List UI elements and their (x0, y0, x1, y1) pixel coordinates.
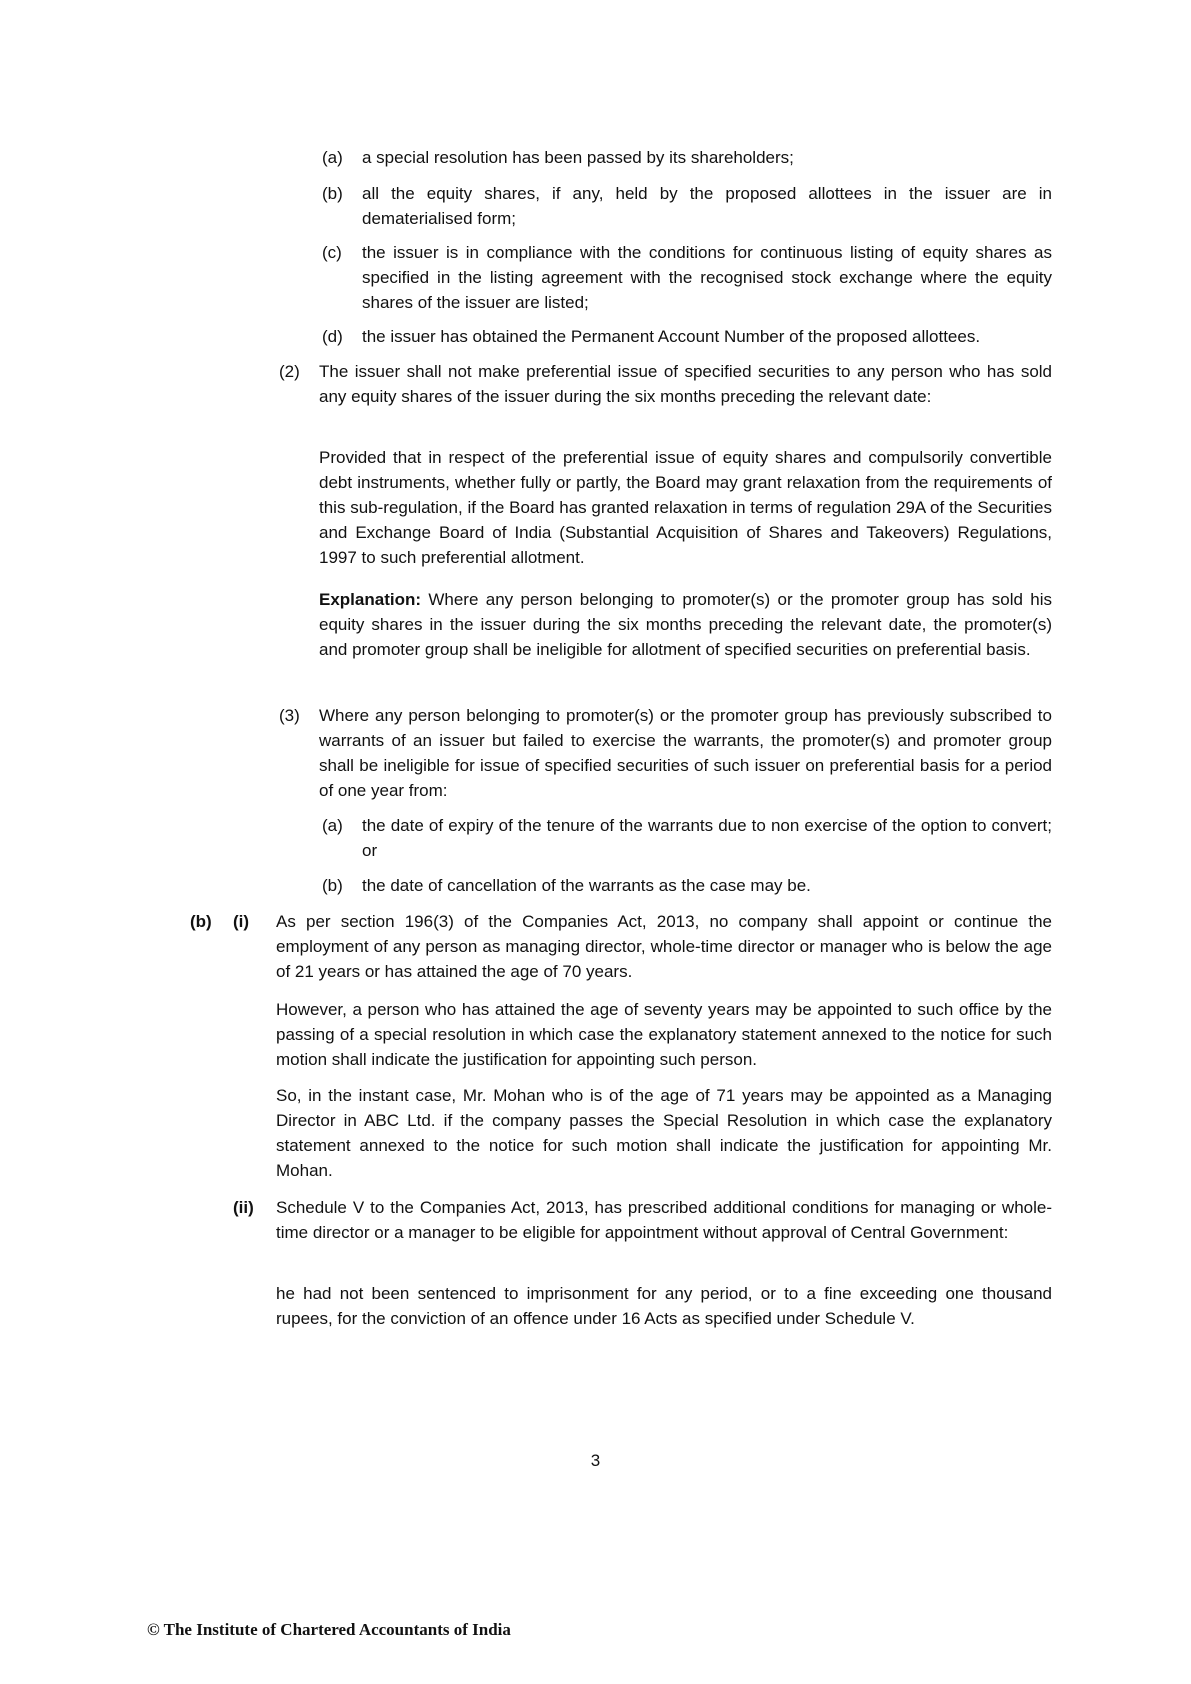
sub2-text: The issuer shall not make preferential issue of specified securities to any person who has sold any equity shares of the issuer during the six months preceding the relevant date: (319, 362, 1052, 406)
part-i-para-2: However, a person who has attained the age of seventy years may be appointed to such office by the passing of a special resolution in which case the explanatory statement annexed to the notice for such motion shall indicate the justification for appointing such person. (276, 1000, 1052, 1069)
item-a-label: (a) (322, 148, 343, 167)
sub3-text: Where any person belonging to promoter(s) or the promoter group has previously subscribed to warrants of an issuer but failed to exercise the warrants, the promoter(s) and promoter group shall be ineligible for issue of specified securities of such issuer on preferential basis for a period of one year from: (319, 706, 1052, 800)
sub3-label: (3) (279, 706, 300, 725)
answer-b-label: (b) (190, 912, 212, 931)
sub3-item-b-text: the date of cancellation of the warrants as the case may be. (362, 876, 811, 895)
part-i-para-3: So, in the instant case, Mr. Mohan who is of the age of 71 years may be appointed as a Managing Director in ABC Ltd. if the company passes the Special Resolution in which case the explanatory statement annexed to the notice for such motion shall indicate the justification for appointing Mr. Mohan. (276, 1086, 1052, 1180)
sub2-explanation (319, 587, 1052, 662)
copyright-footer: © The Institute of Chartered Accountants of India (147, 1620, 511, 1639)
sub3-item-a-label: (a) (322, 816, 343, 835)
item-d-label: (d) (322, 327, 343, 346)
sub2-proviso: Provided that in respect of the preferential issue of equity shares and compulsorily convertible debt instruments, whether fully or partly, the Board may grant relaxation from the requirements of this sub-regulation, if the Board has granted relaxation in terms of regulation 29A of the Securities and Exchange Board of India (Substantial Acquisition of Shares and Takeovers) Regulations, 1997 to such preferential allotment. (319, 448, 1052, 567)
part-i-para-1: As per section 196(3) of the Companies Act, 2013, no company shall appoint or continue the employment of any person as managing director, whole-time director or manager who is below the age of 21 years or has attained the age of 70 years. (276, 912, 1052, 981)
explanation-label: Explanation: (319, 590, 422, 609)
sub3-item-a-text: the date of expiry of the tenure of the warrants due to non exercise of the option to convert; or (362, 816, 1052, 860)
part-ii-para-2: he had not been sentenced to imprisonment for any period, or to a fine exceeding one thousand rupees, for the conviction of an offence under 16 Acts as specified under Schedule V. (276, 1284, 1052, 1328)
explanation-text: Where any person belonging to promoter(s) or the promoter group has sold his equity shares in the issuer during the six months preceding the relevant date, the promoter(s) and promoter group shall be ineligible for allotment of specified securities on preferential basis. (319, 590, 1052, 659)
item-d-text: the issuer has obtained the Permanent Account Number of the proposed allottees. (362, 327, 981, 346)
sub2-label: (2) (279, 362, 300, 381)
item-a-text: a special resolution has been passed by its shareholders; (362, 148, 794, 167)
item-c-text: the issuer is in compliance with the conditions for continuous listing of equity shares as specified in the listing agreement with the recognised stock exchange where the equity shares of the issuer are listed; (362, 243, 1052, 312)
item-b-label: (b) (322, 184, 343, 203)
item-b-text: all the equity shares, if any, held by the proposed allottees in the issuer are in dematerialised form; (362, 184, 1052, 228)
part-ii-para-1: Schedule V to the Companies Act, 2013, has prescribed additional conditions for managing or whole-time director or a manager to be eligible for appointment without approval of Central Government: (276, 1198, 1052, 1242)
part-ii-label: (ii) (233, 1198, 254, 1217)
item-c-label: (c) (322, 243, 342, 262)
part-i-label: (i) (233, 912, 250, 931)
sub3-item-b-label: (b) (322, 876, 343, 895)
page-number: 3 (590, 1451, 601, 1470)
